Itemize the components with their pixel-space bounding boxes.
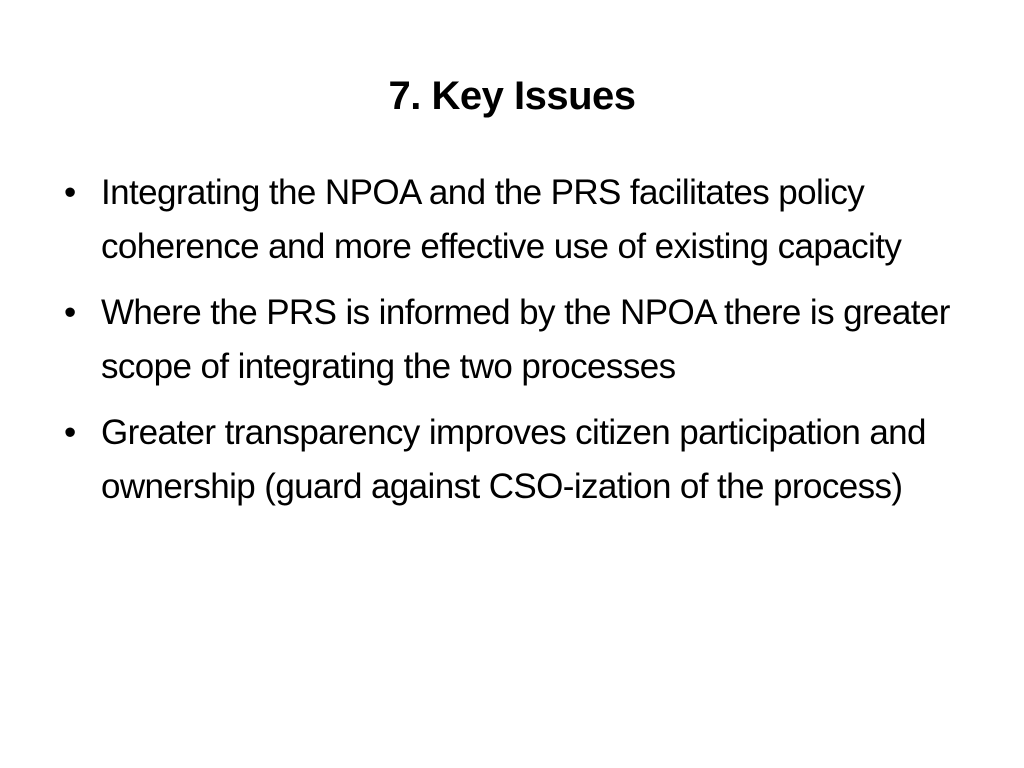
bullet-text: Where the PRS is informed by the NPOA there is greater scope of integrating the two processes bbox=[101, 293, 950, 386]
bullet-item bbox=[64, 166, 964, 274]
bullet-item bbox=[64, 406, 964, 514]
bullet-text: Integrating the NPOA and the PRS facilitates policy coherence and more effective use of existing capacity bbox=[101, 173, 902, 266]
bullet-icon: • bbox=[64, 173, 76, 212]
bullet-icon: • bbox=[64, 293, 76, 332]
bullet-icon: • bbox=[64, 413, 76, 452]
slide-title: 7. Key Issues bbox=[388, 74, 636, 118]
bullet-item bbox=[64, 286, 964, 394]
bullet-text: Greater transparency improves citizen participation and ownership (guard against CSO-ization of the process) bbox=[101, 413, 926, 506]
bullet-list bbox=[64, 166, 964, 526]
